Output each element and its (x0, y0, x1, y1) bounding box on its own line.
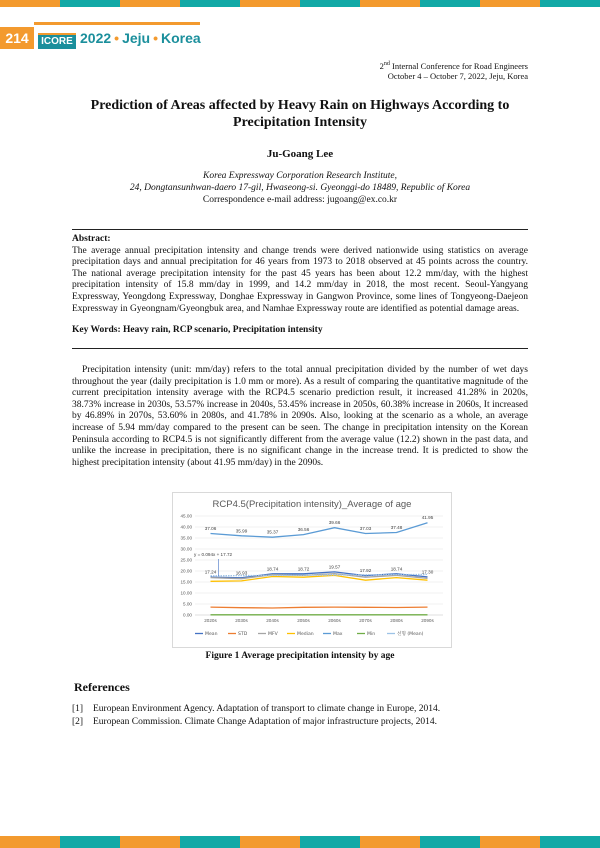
x-tick-label: 2090s (421, 618, 434, 623)
y-tick-label: 30.00 (180, 546, 192, 552)
legend-label: Max (333, 632, 343, 637)
page-number: 214 (0, 27, 34, 49)
figure-caption: Figure 1 Average precipitation intensity by age (205, 651, 395, 661)
divider-line (72, 229, 528, 230)
y-tick-label: 35.00 (180, 535, 192, 541)
x-tick-label: 2040s (266, 618, 279, 623)
precipitation-chart (172, 492, 452, 648)
icore-logo-icon: ICORE (38, 33, 76, 49)
data-label: 41.95 (421, 515, 434, 521)
reference-item: [1] European Environment Agency. Adaptation of transport to climate change in Europe, 2014. (72, 704, 441, 714)
paper-title: Prediction of Areas affected by Heavy Rain on Highways According to Precipitation Intensity (90, 98, 510, 130)
conference-name-line: 2nd Internal Conference for Road Engineers (379, 60, 528, 71)
data-label: 18.74 (266, 566, 279, 572)
x-tick-label: 2050s (297, 618, 310, 623)
series-line (211, 607, 428, 608)
conference-logo (38, 27, 201, 49)
header-accent-bar (34, 22, 200, 25)
chart-svg (173, 493, 451, 647)
y-tick-label: 10.00 (180, 590, 192, 596)
reference-item: [2] European Commission. Climate Change Adaptation of major infrastructure projects, 2014. (72, 716, 438, 727)
conference-info (380, 59, 528, 82)
data-label: 17.92 (359, 568, 372, 574)
x-tick-label: 2080s (390, 618, 403, 623)
y-tick-label: 40.00 (180, 524, 192, 530)
conference-dates: October 4 – October 7, 2022, Jeju, Korea (387, 71, 528, 82)
data-label: 39.66 (328, 520, 341, 526)
event-country: Korea (160, 30, 201, 46)
data-label: 16.93 (235, 570, 248, 576)
separator-dot-icon: • (114, 30, 120, 46)
y-tick-label: 15.00 (180, 579, 192, 585)
y-axis-ticks (181, 514, 193, 618)
chart-title: RCP4.5(Precipitation intensity)_Average of age (212, 499, 412, 510)
legend-label: STD (238, 632, 248, 637)
event-year: 2022 (80, 30, 112, 46)
correspondence-email: Correspondence e-mail address: jugoang@ex.co.kr (202, 195, 398, 205)
data-label: 18.72 (297, 566, 310, 572)
keywords: Key Words: Heavy rain, RCP scenario, Precipitation intensity (72, 325, 323, 335)
data-label: 35.99 (235, 528, 248, 534)
event-city: Jeju (122, 30, 151, 46)
y-tick-label: 5.00 (183, 601, 192, 607)
y-tick-label: 0.00 (183, 612, 192, 618)
legend-label: MFV (268, 632, 278, 637)
chart-data-labels (205, 515, 434, 576)
legend-label: Mean (205, 632, 218, 637)
data-label: 37.48 (390, 525, 403, 531)
data-label: 36.56 (297, 527, 310, 533)
legend-label: Median (297, 632, 314, 637)
abstract (72, 234, 528, 315)
chart-legend (195, 630, 424, 637)
y-tick-label: 45.00 (180, 513, 192, 519)
abstract-text: The average annual precipitation intensity and change trends were derived nationwide using statistics on average precipitation days and annual precipitation for 46 years from 1973 to 2018 observed at 45 points across the country. The national average precipitation intensity for the past 45 years has been about 12.2 mm/day, with the highest precipitation intensity of 15.8 mm/day in 1999, and 14.2 mm/day in 2018, the most recent. Seoul-Yangyang Expressway, Yeongdong Expressway, Donghae Expressway in Gangwon Province, some lines of Tongyeong-Daejeon Expressway in Gyeongnam/Gyeongbuk area, and Namhae Expressway route are identified as potential damage areas. (72, 245, 528, 314)
data-label: 35.37 (266, 529, 279, 535)
affiliation: Korea Expressway Corporation Research Institute, 24, Dongtansunhwan-daero 17-gil, Hwaseong-si. Gyeonggi-do 18489, Republic of Korea Correspondence e-mail address: jugoang@ex.co.kr (60, 170, 540, 206)
top-color-stripe (0, 0, 600, 7)
references-heading: References (74, 680, 130, 694)
x-tick-label: 2070s (359, 618, 372, 623)
x-tick-label: 2020s (204, 618, 217, 623)
x-tick-label: 2060s (328, 618, 341, 623)
data-label: 17.30 (421, 569, 434, 575)
x-tick-label: 2030s (235, 618, 248, 623)
data-label: 17.24 (204, 569, 217, 575)
bottom-color-stripe (0, 836, 600, 848)
y-tick-label: 25.00 (180, 557, 192, 563)
data-label: 18.74 (390, 566, 403, 572)
legend-label: Min (367, 632, 376, 637)
divider-line (72, 348, 528, 349)
data-label: 37.06 (204, 525, 217, 531)
data-label: 37.03 (359, 526, 372, 532)
x-axis-ticks (204, 618, 434, 623)
data-label: 19.57 (328, 564, 341, 570)
author-name: Ju-Goang Lee (266, 148, 334, 160)
references-list (72, 703, 440, 728)
abstract-heading: Abstract: (72, 234, 111, 244)
legend-label: 선형 (Mean) (397, 632, 424, 637)
body-paragraph: Precipitation intensity (unit: mm/day) refers to the total annual precipitation divided by the number of wet days throughout the year (daily precipitation is 1.0 mm or more). As a result of comparing the quantitative magnitude of the current precipitation intensity average with the RCP4.5 scenario prediction result, it increased 41.28% in 2020s, 38.73% increase in 2030s, 53.57% increase in 2040s, 53.45% increase in 2050s, 60.38% increase in 2060s, It increased by 46.89% in 2070s, 53.60% in 2080s, and 41.78% in 2090s. Also, looking at the scenario as a whole, an average increase of 5.94 mm/day compared to the present can be seen. The change in precipitation intensity on the Korean Peninsula according to RCP4.5 is not significantly different from the average value (12.2) shown in the past data, and unlike the increase in precipitation, there is no significant change in the increase trend. It is predicted to show the highest precipitation intensity (about 41.95 mm/day) in the 2090s. (72, 365, 528, 468)
y-tick-label: 20.00 (180, 568, 192, 574)
trendline-equation: y = 0.094x + 17.72 (194, 552, 233, 557)
separator-dot-icon: • (153, 30, 158, 46)
